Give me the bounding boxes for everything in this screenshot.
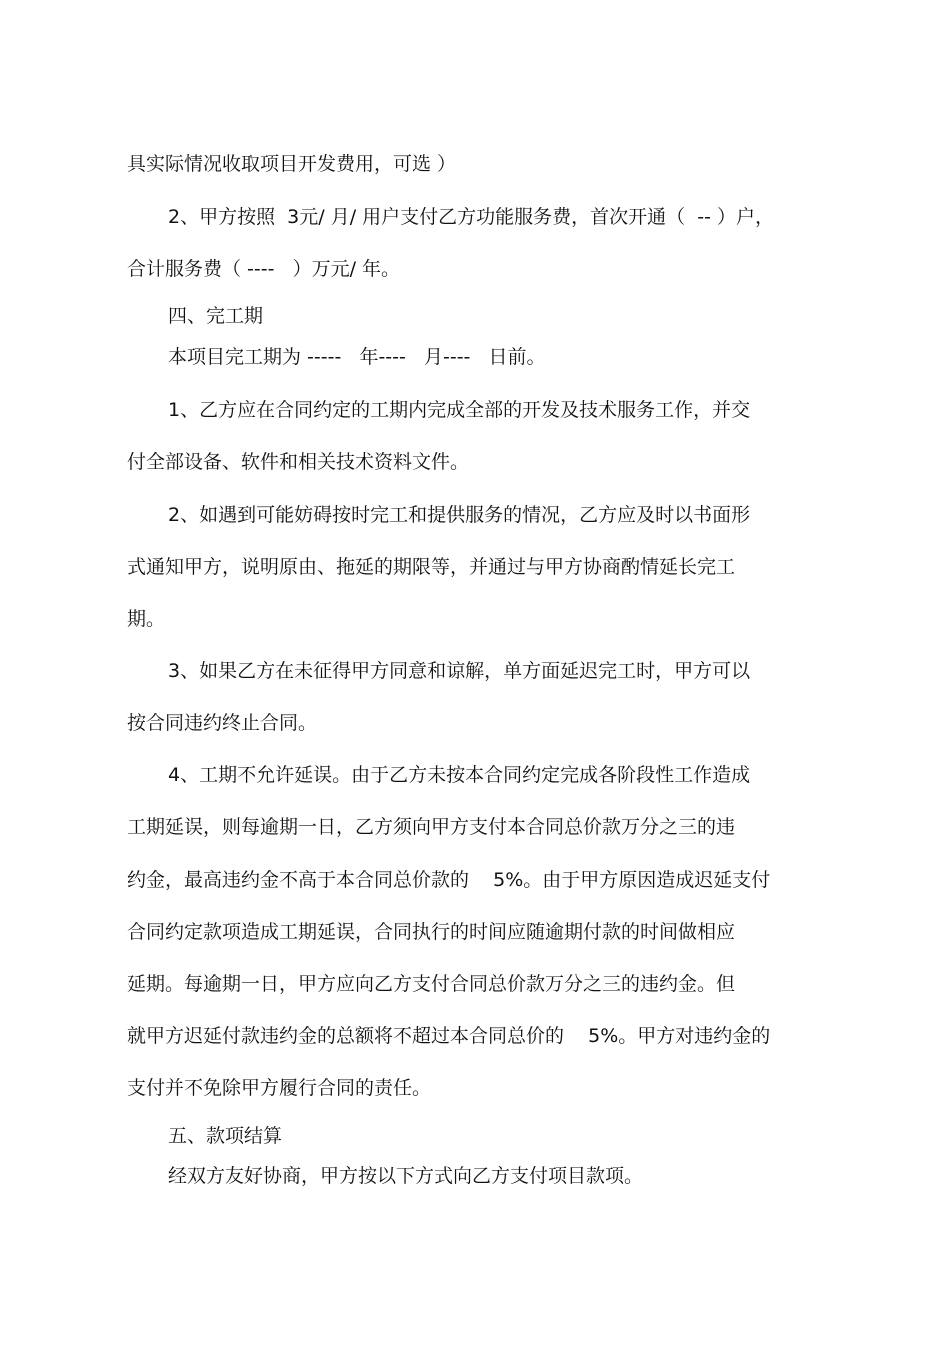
paragraph-line: 具实际情况收取项目开发费用，可选 ） — [127, 153, 457, 175]
paragraph-line: 支付并不免除甲方履行合同的责任。 — [127, 1077, 432, 1099]
paragraph-line: 延期。每逾期一日，甲方应向乙方支付合同总价款万分之三的违约金。但 — [127, 973, 736, 995]
paragraph-line: 期。 — [127, 608, 166, 630]
paragraph-line: 工期延误，则每逾期一日，乙方须向甲方支付本合同总价款万分之三的违 — [127, 816, 736, 838]
paragraph-line: 3、如果乙方在未征得甲方同意和谅解，单方面延迟完工时，甲方可以 — [168, 660, 751, 682]
paragraph-line: 合计服务费（ ---- ）万元/ 年。 — [127, 258, 401, 280]
paragraph-line: 2、如遇到可能妨碍按时完工和提供服务的情况，乙方应及时以书面形 — [168, 504, 751, 526]
section-heading: 五、款项结算 — [168, 1125, 283, 1147]
paragraph-line: 式通知甲方，说明原由、拖延的期限等，并通过与甲方协商酌情延长完工 — [127, 556, 736, 578]
paragraph-line: 按合同违约终止合同。 — [127, 712, 318, 734]
paragraph-line: 合同约定款项造成工期延误，合同执行的时间应随逾期付款的时间做相应 — [127, 921, 736, 943]
paragraph-line: 付全部设备、软件和相关技术资料文件。 — [127, 451, 470, 473]
paragraph-line: 1、乙方应在合同约定的工期内完成全部的开发及技术服务工作，并交 — [168, 399, 751, 421]
paragraph-line: 本项目完工期为 ----- 年---- 月---- 日前。 — [168, 346, 546, 368]
section-heading: 四、完工期 — [168, 305, 264, 327]
paragraph-line: 就甲方迟延付款违约金的总额将不超过本合同总价的 5%。甲方对违约金的 — [127, 1025, 771, 1047]
paragraph-line: 约金，最高违约金不高于本合同总价款的 5%。由于甲方原因造成迟延支付 — [127, 869, 771, 891]
paragraph-line: 4、工期不允许延误。由于乙方未按本合同约定完成各阶段性工作造成 — [168, 764, 751, 786]
paragraph-line: 2、甲方按照 3元/ 月/ 用户支付乙方功能服务费，首次开通（ -- ）户， — [168, 206, 774, 228]
paragraph-line: 经双方友好协商，甲方按以下方式向乙方支付项目款项。 — [168, 1165, 644, 1187]
